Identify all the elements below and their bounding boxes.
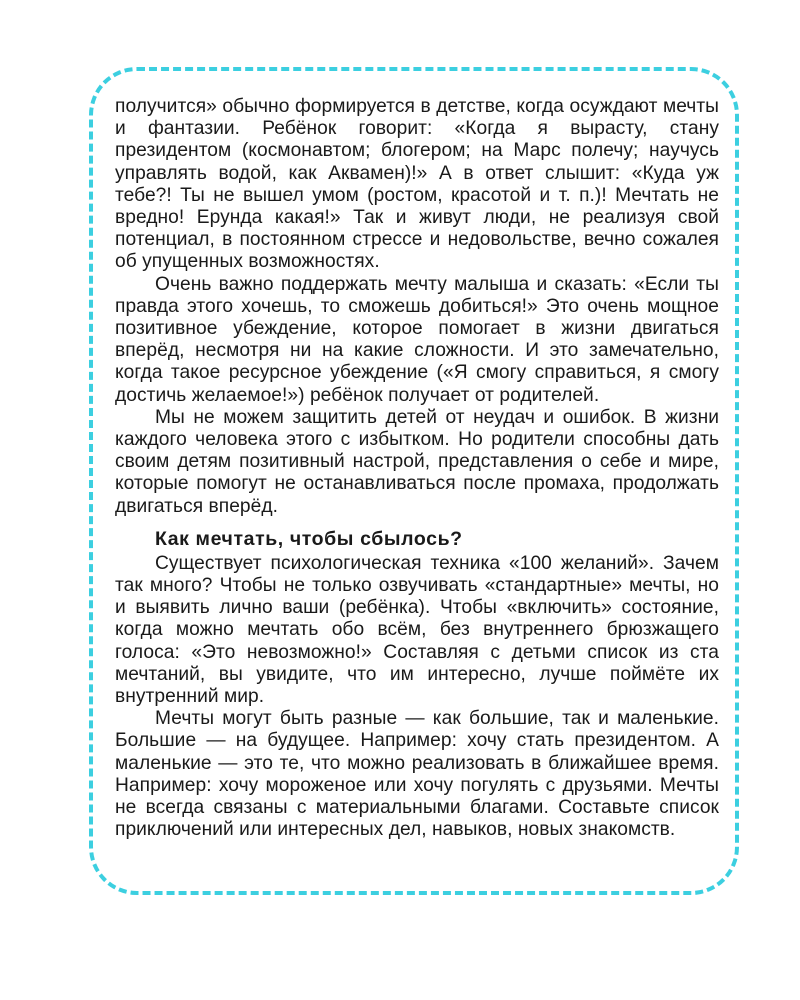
- paragraph-3: Мы не можем защитить детей от неудач и ошибок. В жизни каждого человека этого с избытком. Но родители способны дать своим детям позитивный настрой, представления о себе и мире, которые помогут не останавливаться после промаха, продолжать двигаться вперёд.: [115, 406, 719, 517]
- article-text: [115, 96, 719, 842]
- section-heading: Как мечтать, чтобы сбылось?: [155, 527, 463, 550]
- paragraph-4: Существует психологическая техника «100 желаний». Зачем так много? Чтобы не только озвучивать «стандартные» мечты, но и выявить лично ваши (ребёнка). Чтобы «включить» состояние, когда можно мечтать обо всём, без внутреннего брюзжащего голоса: «Это невозможно!» Составляя с детьми список из ста мечтаний, вы увидите, что им интересно, лучше поймёте их внутренний мир.: [115, 552, 719, 708]
- paragraph-2: Очень важно поддержать мечту малыша и сказать: «Если ты правда этого хочешь, то сможешь добиться!» Это очень мощное позитивное убеждение, которое помогает в жизни двигаться вперёд, несмотря ни на какие сложности. И это замечательно, когда такое ресурсное убеждение («Я смогу справиться, я смогу достичь желаемое!») ребёнок получает от родителей.: [115, 273, 719, 406]
- paragraph-1: получится» обычно формируется в детстве, когда осуждают мечты и фантазии. Ребёнок говорит: «Когда я вырасту, стану президентом (космонавтом; блогером; на Марс полечу; научусь управлять водой, как Аквамен)!» А в ответ слышит: «Куда уж тебе?! Ты не вышел умом (ростом, красотой и т. п.)! Мечтать не вредно! Ерунда какая!» Так и живут люди, не реализуя свой потенциал, в постоянном стрессе и недовольстве, вечно сожалея об упущенных возможностях.: [115, 96, 719, 273]
- paragraph-5: Мечты могут быть разные — как большие, так и маленькие. Большие — на будущее. Например: хочу стать президентом. А маленькие — это те, что можно реализовать в ближайшее время. Например: хочу мороженое или хочу погулять с друзьями. Мечты не всегда связаны с материальными благами. Составьте список приключений или интересных дел, навыков, новых знакомств.: [115, 708, 719, 841]
